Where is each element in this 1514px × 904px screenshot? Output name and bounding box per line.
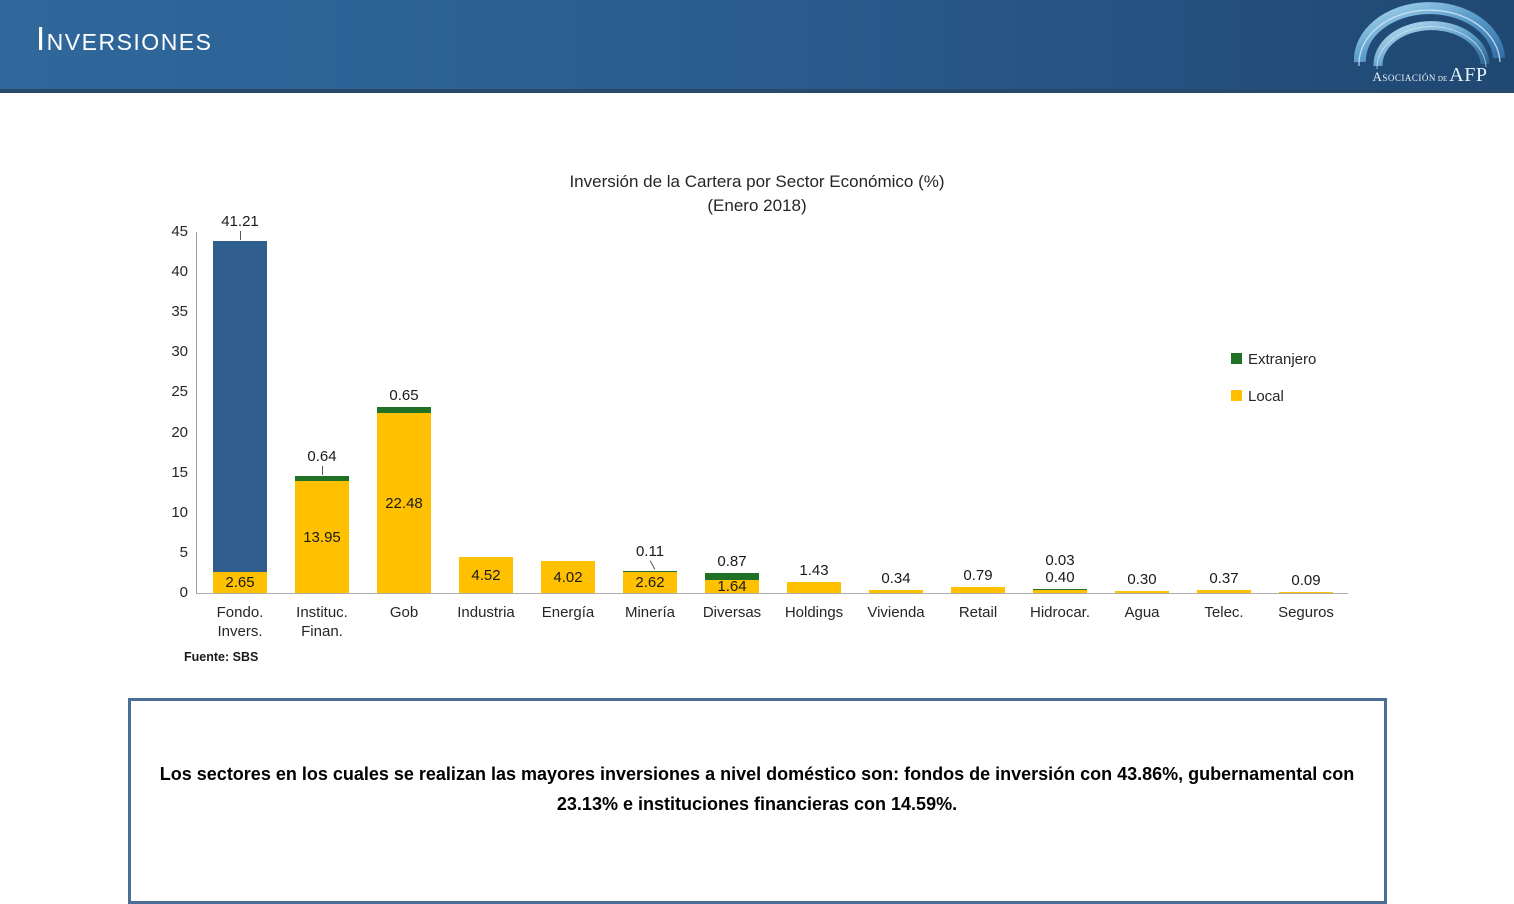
y-axis-tick-label: 45 bbox=[171, 223, 188, 240]
data-label: 41.21 bbox=[221, 213, 259, 231]
x-axis-label-line: Seguros bbox=[1278, 604, 1334, 621]
chart-subtitle: (Enero 2018) bbox=[707, 196, 807, 215]
data-label: 0.64 bbox=[307, 447, 337, 465]
x-axis-label bbox=[1015, 603, 1105, 622]
x-axis-label bbox=[851, 603, 941, 622]
x-axis-label bbox=[1261, 603, 1351, 622]
bar-segment-local bbox=[1115, 591, 1169, 593]
bar-segment-local bbox=[1279, 592, 1333, 593]
data-label: 0.03 bbox=[1045, 551, 1075, 569]
data-label: 2.62 bbox=[635, 574, 665, 592]
bar-segment-local bbox=[951, 587, 1005, 593]
y-axis-line bbox=[196, 232, 197, 593]
y-axis-tick-label: 0 bbox=[179, 584, 188, 601]
summary-line-1: Los sectores en los cuales se realizan las mayores inversiones a nivel doméstico son: fondos de inversión con 43.86%, gubernamental con bbox=[159, 764, 1355, 784]
bar-segment-extranjero bbox=[377, 407, 431, 412]
y-axis-tick-label: 10 bbox=[171, 503, 188, 521]
data-label: 0.09 bbox=[1291, 572, 1321, 589]
data-label: 0.34 bbox=[881, 570, 911, 588]
logo-text-asociacion: Asociación bbox=[1372, 69, 1436, 84]
x-axis-label bbox=[933, 603, 1023, 622]
summary-line-2: 23.13% e instituciones financieras con 14.59%. bbox=[556, 794, 958, 814]
data-label: 0.40 bbox=[1045, 568, 1075, 586]
x-axis-label-line: Instituc. bbox=[296, 604, 348, 621]
summary-box bbox=[128, 698, 1387, 904]
bar-segment-extranjero bbox=[295, 476, 349, 481]
y-axis-tick-label: 20 bbox=[171, 423, 188, 441]
data-label: 2.65 bbox=[225, 574, 255, 592]
x-axis-label-line: Vivienda bbox=[867, 604, 925, 621]
logo-text bbox=[1354, 64, 1506, 87]
leader-line bbox=[650, 560, 656, 569]
bar-segment-extranjero bbox=[623, 571, 677, 572]
bar-segment-local bbox=[787, 582, 841, 593]
data-label: 0.79 bbox=[963, 566, 993, 584]
bar-segment-local bbox=[869, 590, 923, 593]
x-axis-label bbox=[687, 603, 777, 622]
page-title: Inversiones bbox=[36, 20, 213, 57]
leader-line bbox=[240, 231, 241, 240]
chart-title: Inversión de la Cartera por Sector Económico (%) bbox=[569, 172, 945, 191]
bar-segment-local bbox=[1197, 590, 1251, 593]
source-note: Fuente: SBS bbox=[184, 650, 259, 664]
data-label: 22.48 bbox=[385, 494, 423, 512]
x-axis-label bbox=[605, 603, 695, 622]
data-label: 0.11 bbox=[635, 542, 665, 560]
bar-segment-local bbox=[1033, 590, 1087, 593]
logo-text-de: de bbox=[1437, 73, 1448, 84]
x-axis-label bbox=[1179, 603, 1269, 622]
x-axis-label-line: Industria bbox=[457, 604, 515, 621]
legend-swatch-local bbox=[1231, 390, 1242, 401]
data-label: 0.37 bbox=[1209, 570, 1239, 588]
y-axis-tick-label: 40 bbox=[171, 263, 188, 281]
x-axis-label bbox=[1097, 603, 1187, 622]
x-axis-label-line: Holdings bbox=[784, 604, 844, 621]
data-label: 0.30 bbox=[1127, 570, 1157, 588]
x-axis-label bbox=[441, 603, 531, 622]
x-axis-label-line: Invers. bbox=[217, 623, 263, 640]
x-axis-label-line: Gob bbox=[389, 604, 419, 621]
x-axis-label-line: Finan. bbox=[301, 623, 343, 640]
x-axis-label-line: Agua bbox=[1124, 604, 1160, 621]
summary-text bbox=[137, 759, 1377, 819]
legend-label-local: Local bbox=[1248, 388, 1284, 405]
legend-label-extranjero: Extranjero bbox=[1248, 351, 1317, 368]
legend-swatch-extranjero bbox=[1231, 353, 1242, 364]
y-axis-tick-label: 25 bbox=[171, 383, 188, 401]
data-label: 0.87 bbox=[717, 552, 747, 570]
x-axis-label-line: Diversas bbox=[702, 604, 762, 621]
y-axis-tick-label: 30 bbox=[171, 343, 188, 361]
leader-line bbox=[322, 466, 323, 475]
x-axis-label-line: Energía bbox=[541, 604, 595, 621]
data-label: 1.64 bbox=[717, 578, 747, 596]
data-label: 4.02 bbox=[553, 568, 583, 586]
x-axis-label bbox=[359, 603, 449, 622]
afp-logo bbox=[1354, 2, 1506, 90]
data-label: 1.43 bbox=[799, 561, 829, 579]
y-axis-tick-label: 5 bbox=[179, 543, 188, 561]
header-banner bbox=[0, 0, 1514, 93]
logo-text-afp: AFP bbox=[1449, 64, 1488, 86]
x-axis-label-line: Minería bbox=[624, 604, 676, 621]
x-axis-label-line: Retail bbox=[958, 604, 998, 621]
y-axis-tick-label: 15 bbox=[171, 463, 188, 481]
x-axis-label bbox=[769, 603, 859, 622]
x-axis-label bbox=[277, 603, 367, 641]
bar-segment-extranjero bbox=[1033, 589, 1087, 590]
x-axis-label-line: Hidrocar. bbox=[1029, 604, 1091, 621]
y-axis-tick-label: 35 bbox=[171, 303, 188, 321]
data-label: 4.52 bbox=[471, 566, 501, 584]
x-axis-label bbox=[195, 603, 285, 641]
x-axis-label-line: Telec. bbox=[1204, 604, 1244, 621]
data-label: 0.65 bbox=[389, 387, 419, 405]
data-label: 13.95 bbox=[303, 529, 341, 547]
x-axis-label bbox=[523, 603, 613, 622]
x-axis-label-line: Fondo. bbox=[216, 604, 264, 621]
bar-segment-extranjero bbox=[213, 241, 267, 572]
